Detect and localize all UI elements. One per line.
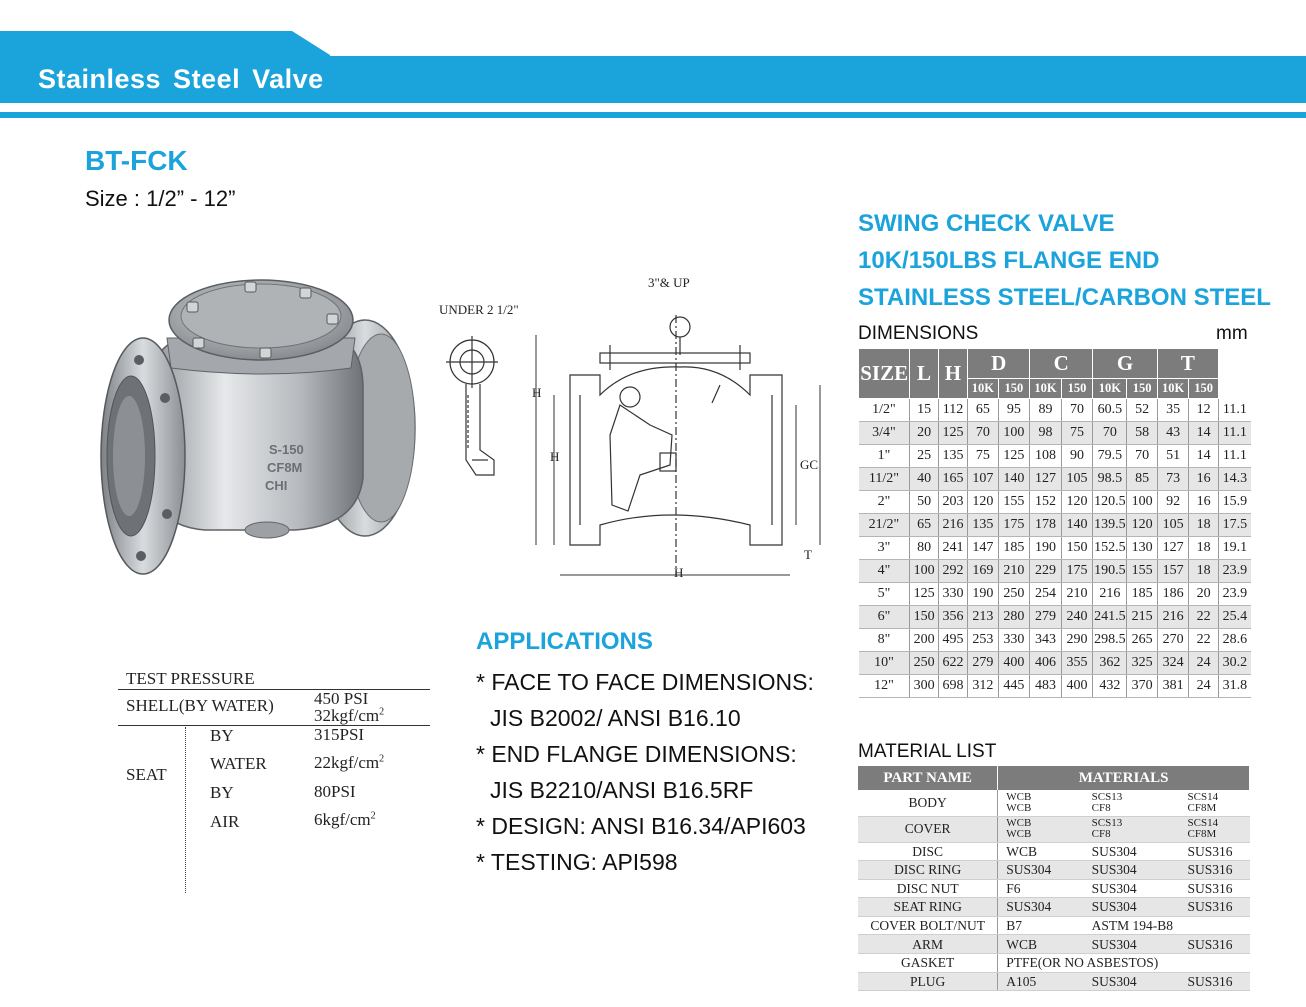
material-cell: SUS316: [1180, 842, 1250, 861]
table-cell: 178: [1030, 514, 1062, 537]
seat-label: SEAT: [126, 765, 167, 784]
table-cell: 622: [938, 652, 967, 675]
table-row: [858, 898, 1250, 917]
table-cell: 127: [1030, 468, 1062, 491]
table-cell: 279: [1030, 606, 1062, 629]
heading-line: SWING CHECK VALVE: [858, 210, 1115, 237]
table-cell: 18: [1189, 514, 1218, 537]
material-value: WCB: [1006, 817, 1032, 829]
table-cell: 21/2": [859, 514, 910, 537]
table-cell: 147: [968, 537, 998, 560]
table-cell: 112: [938, 399, 967, 422]
material-cell: [1084, 790, 1180, 816]
table-cell: 362: [1093, 652, 1127, 675]
part-name-cell: DISC: [858, 842, 998, 861]
material-cell: F6: [998, 879, 1084, 898]
divider: [118, 725, 430, 726]
table-cell: 203: [938, 491, 967, 514]
table-cell: 17.5: [1218, 514, 1251, 537]
table-cell: 445: [998, 675, 1030, 698]
table-row: [859, 652, 1252, 675]
table-cell: 120: [1127, 514, 1157, 537]
table-row: [859, 606, 1252, 629]
table-cell: 253: [968, 629, 998, 652]
table-cell: 11.1: [1218, 399, 1251, 422]
table-cell: 100: [1127, 491, 1157, 514]
dim-h-1: H: [532, 385, 542, 400]
table-cell: 343: [1030, 629, 1062, 652]
seat-air-kgf: $6kgf/cm^2$: [314, 810, 376, 829]
table-cell: 216: [1157, 606, 1189, 629]
seat-by-1: BY: [210, 726, 234, 745]
table-cell: 200: [910, 629, 938, 652]
table-cell: 406: [1030, 652, 1062, 675]
application-item: * END FLANGE DIMENSIONS:: [476, 741, 797, 767]
table-cell: 1": [859, 445, 910, 468]
table-cell: 65: [968, 399, 998, 422]
dimensions-label: DIMENSIONS: [858, 323, 979, 344]
part-name-cell: COVER BOLT/NUT: [858, 916, 998, 935]
table-row: [859, 675, 1252, 698]
dim-h-3: H: [674, 565, 684, 580]
table-cell: 155: [998, 491, 1030, 514]
table-cell: 432: [1093, 675, 1127, 698]
material-cell: SUS304: [998, 861, 1084, 880]
shell-label: SHELL(BY WATER): [126, 696, 274, 715]
table-cell: 6": [859, 606, 910, 629]
table-cell: 70: [968, 422, 998, 445]
table-cell: 155: [1127, 560, 1157, 583]
casting-text-2: CF8M: [267, 460, 303, 475]
table-cell: 175: [1061, 560, 1093, 583]
material-value: CF8M: [1187, 801, 1217, 814]
dimensions-table: [858, 348, 1251, 698]
seat-by-2: BY: [210, 783, 234, 802]
casting-text-1: S-150: [269, 442, 304, 457]
table-cell: 2": [859, 491, 910, 514]
applications-title: APPLICATIONS: [476, 628, 653, 655]
table-cell: 355: [1061, 652, 1093, 675]
material-value: SCS14: [1187, 817, 1219, 829]
material-cell: SUS316: [1180, 972, 1250, 991]
product-headings: [858, 205, 1271, 316]
table-row: [859, 514, 1252, 537]
table-cell: 100: [910, 560, 938, 583]
table-cell: 292: [938, 560, 967, 583]
col-header-part-name: PART NAME: [858, 766, 998, 790]
table-cell: 250: [910, 652, 938, 675]
material-cell: PTFE(OR NO ASBESTOS): [998, 954, 1250, 973]
table-cell: 18: [1189, 537, 1218, 560]
part-name-cell: GASKET: [858, 954, 998, 973]
casting-text-3: CHI: [265, 478, 288, 493]
table-cell: 150: [910, 606, 938, 629]
table-cell: 165: [938, 468, 967, 491]
table-cell: 58: [1127, 422, 1157, 445]
table-cell: 100: [998, 422, 1030, 445]
table-cell: 169: [968, 560, 998, 583]
part-name-cell: DISC NUT: [858, 879, 998, 898]
table-cell: 400: [1061, 675, 1093, 698]
material-cell: SUS304: [1084, 898, 1180, 917]
table-cell: 241.5: [1093, 606, 1127, 629]
table-cell: 18: [1189, 560, 1218, 583]
seat-water: WATER: [210, 754, 267, 773]
table-cell: 11.1: [1218, 422, 1251, 445]
table-cell: 92: [1157, 491, 1189, 514]
table-cell: 190.5: [1093, 560, 1127, 583]
table-cell: 12": [859, 675, 910, 698]
material-value: CF8: [1091, 801, 1111, 814]
table-cell: 483: [1030, 675, 1062, 698]
table-cell: 495: [938, 629, 967, 652]
subheader: 150: [1189, 379, 1218, 399]
table-cell: 120: [1061, 491, 1093, 514]
dim-h-2: H: [550, 449, 560, 464]
material-value: SCS14: [1187, 790, 1219, 803]
table-cell: 150: [1061, 537, 1093, 560]
table-cell: 105: [1157, 514, 1189, 537]
seat-water-kgf: $22kgf/cm^2$: [314, 753, 385, 772]
table-cell: 3/4": [859, 422, 910, 445]
table-cell: 400: [998, 652, 1030, 675]
part-name-cell: ARM: [858, 935, 998, 954]
table-cell: 14.3: [1218, 468, 1251, 491]
col-header-c: C: [1030, 349, 1093, 379]
material-cell: SUS304: [1084, 879, 1180, 898]
material-cell: SUS304: [1084, 972, 1180, 991]
table-cell: 8": [859, 629, 910, 652]
header-underline: [0, 112, 1306, 118]
table-cell: 24: [1189, 652, 1218, 675]
table-cell: 240: [1061, 606, 1093, 629]
material-cell: SUS316: [1180, 898, 1250, 917]
table-cell: 241: [938, 537, 967, 560]
table-cell: 370: [1127, 675, 1157, 698]
table-row: [859, 468, 1252, 491]
table-cell: 152: [1030, 491, 1062, 514]
application-item: JIS B2002/ ANSI B16.10: [490, 705, 741, 731]
table-cell: 70: [1127, 445, 1157, 468]
material-cell: WCB: [998, 842, 1084, 861]
subheader: 150: [998, 379, 1030, 399]
table-cell: 85: [1127, 468, 1157, 491]
material-value: SCS13: [1091, 817, 1123, 829]
table-cell: 270: [1157, 629, 1189, 652]
table-cell: 4": [859, 560, 910, 583]
table-cell: 135: [968, 514, 998, 537]
table-cell: 381: [1157, 675, 1189, 698]
table-cell: 175: [998, 514, 1030, 537]
shell-value-kgf: $32kgf/cm^2$: [314, 706, 385, 725]
table-cell: 127: [1157, 537, 1189, 560]
part-name-cell: SEAT RING: [858, 898, 998, 917]
table-cell: 19.1: [1218, 537, 1251, 560]
table-cell: 356: [938, 606, 967, 629]
size-range: Size : 1/2” - 12”: [85, 186, 236, 211]
subheader: 10K: [968, 379, 998, 399]
table-cell: 22: [1189, 606, 1218, 629]
table-cell: 22: [1189, 629, 1218, 652]
col-header-size: SIZE: [859, 349, 910, 399]
seat-air-psi: 80PSI: [314, 782, 356, 801]
material-cell: A105: [998, 972, 1084, 991]
page-title: Stainless Steel Valve: [38, 64, 324, 94]
table-cell: 265: [1127, 629, 1157, 652]
table-cell: 15.9: [1218, 491, 1251, 514]
col-header-h: H: [938, 349, 967, 399]
table-cell: 140: [1061, 514, 1093, 537]
table-cell: 75: [1061, 422, 1093, 445]
subheader: 10K: [1030, 379, 1062, 399]
test-pressure-title: TEST PRESSURE: [126, 669, 255, 688]
table-cell: 330: [998, 629, 1030, 652]
table-row: [858, 790, 1250, 816]
table-cell: 50: [910, 491, 938, 514]
table-cell: 40: [910, 468, 938, 491]
material-cell: WCB: [998, 935, 1084, 954]
seat-water-psi: 315PSI: [314, 725, 365, 744]
table-cell: 190: [1030, 537, 1062, 560]
table-cell: 98.5: [1093, 468, 1127, 491]
table-cell: 16: [1189, 468, 1218, 491]
table-cell: 70: [1061, 399, 1093, 422]
heading-line: STAINLESS STEEL/CARBON STEEL: [858, 284, 1271, 311]
table-cell: 24: [1189, 675, 1218, 698]
table-cell: 31.8: [1218, 675, 1251, 698]
table-cell: 130: [1127, 537, 1157, 560]
model-name: BT-FCK: [85, 145, 188, 176]
table-cell: 216: [938, 514, 967, 537]
application-item: * FACE TO FACE DIMENSIONS:: [476, 669, 814, 695]
material-cell: SUS304: [1084, 935, 1180, 954]
part-name-cell: PLUG: [858, 972, 998, 991]
subheader: 150: [1061, 379, 1093, 399]
application-item: * DESIGN: ANSI B16.34/API603: [476, 813, 806, 839]
material-cell: SUS304: [998, 898, 1084, 917]
table-cell: 279: [968, 652, 998, 675]
table-cell: 98: [1030, 422, 1062, 445]
table-row: [859, 445, 1252, 468]
material-value: WCB: [1006, 801, 1032, 814]
material-value: CF8M: [1187, 828, 1217, 840]
material-table: [858, 766, 1250, 991]
material-value: CF8: [1091, 828, 1111, 840]
table-cell: 52: [1127, 399, 1157, 422]
table-cell: 11/2": [859, 468, 910, 491]
col-header-materials: MATERIALS: [998, 766, 1250, 790]
table-cell: 216: [1093, 583, 1127, 606]
table-cell: 325: [1127, 652, 1157, 675]
table-cell: 43: [1157, 422, 1189, 445]
table-cell: 125: [938, 422, 967, 445]
heading-line: 10K/150LBS FLANGE END: [858, 247, 1160, 274]
material-cell: ASTM 194-B8: [1084, 916, 1180, 935]
col-header-d: D: [968, 349, 1030, 379]
material-cell: [998, 790, 1084, 816]
table-cell: 89: [1030, 399, 1062, 422]
table-cell: 300: [910, 675, 938, 698]
divider: [118, 689, 430, 690]
table-cell: 185: [1127, 583, 1157, 606]
table-row: [858, 816, 1250, 842]
table-cell: 210: [998, 560, 1030, 583]
table-cell: 90: [1061, 445, 1093, 468]
material-cell: [1180, 916, 1250, 935]
table-cell: 213: [968, 606, 998, 629]
table-cell: 186: [1157, 583, 1189, 606]
table-cell: 79.5: [1093, 445, 1127, 468]
table-row: [859, 422, 1252, 445]
table-cell: 215: [1127, 606, 1157, 629]
table-row: [859, 537, 1252, 560]
table-cell: 23.9: [1218, 583, 1251, 606]
table-cell: 25.4: [1218, 606, 1251, 629]
table-cell: 15: [910, 399, 938, 422]
shell-value-psi: 450 PSI: [314, 689, 369, 708]
unit-label: mm: [1216, 323, 1248, 344]
table-cell: 324: [1157, 652, 1189, 675]
part-name-cell: DISC RING: [858, 861, 998, 880]
table-cell: 1/2": [859, 399, 910, 422]
table-cell: 140: [998, 468, 1030, 491]
table-cell: 70: [1093, 422, 1127, 445]
subheader: 150: [1127, 379, 1157, 399]
table-cell: 229: [1030, 560, 1062, 583]
table-row: [859, 399, 1252, 422]
table-cell: 20: [910, 422, 938, 445]
table-cell: 108: [1030, 445, 1062, 468]
table-row: [858, 879, 1250, 898]
table-row: [858, 842, 1250, 861]
drawing-3-and-up: [520, 275, 830, 585]
part-name-cell: COVER: [858, 816, 998, 842]
table-cell: 65: [910, 514, 938, 537]
table-cell: 125: [998, 445, 1030, 468]
table-row: [858, 972, 1250, 991]
col-header-l: L: [910, 349, 938, 399]
table-cell: 185: [998, 537, 1030, 560]
applications-section: [476, 628, 814, 880]
seat-air: AIR: [210, 812, 240, 831]
table-cell: 250: [998, 583, 1030, 606]
material-cell: SUS304: [1084, 842, 1180, 861]
material-cell: SUS316: [1180, 861, 1250, 880]
table-cell: 51: [1157, 445, 1189, 468]
table-row: [858, 954, 1250, 973]
dotted-divider: [185, 727, 186, 893]
table-cell: 120.5: [1093, 491, 1127, 514]
table-cell: 30.2: [1218, 652, 1251, 675]
table-row: [858, 935, 1250, 954]
material-value: WCB: [1006, 790, 1032, 803]
table-cell: 14: [1189, 422, 1218, 445]
table-cell: 28.6: [1218, 629, 1251, 652]
col-header-t: T: [1157, 349, 1218, 379]
table-cell: 210: [1061, 583, 1093, 606]
table-cell: 20: [1189, 583, 1218, 606]
table-cell: 12: [1189, 399, 1218, 422]
table-cell: 298.5: [1093, 629, 1127, 652]
subheader: 10K: [1093, 379, 1127, 399]
table-cell: 73: [1157, 468, 1189, 491]
label-up: 3"& UP: [648, 275, 690, 290]
material-cell: SUS316: [1180, 879, 1250, 898]
table-row: [858, 916, 1250, 935]
material-cell: B7: [998, 916, 1084, 935]
table-row: [859, 560, 1252, 583]
table-cell: 105: [1061, 468, 1093, 491]
table-row: [859, 583, 1252, 606]
table-cell: 280: [998, 606, 1030, 629]
table-cell: 152.5: [1093, 537, 1127, 560]
material-list-label: MATERIAL LIST: [858, 741, 997, 762]
table-cell: 330: [938, 583, 967, 606]
table-cell: 95: [998, 399, 1030, 422]
application-item: JIS B2210/ANSI B16.5RF: [490, 777, 754, 803]
table-cell: 23.9: [1218, 560, 1251, 583]
table-cell: 75: [968, 445, 998, 468]
table-row: [858, 861, 1250, 880]
table-cell: 16: [1189, 491, 1218, 514]
table-cell: 35: [1157, 399, 1189, 422]
table-cell: 120: [968, 491, 998, 514]
table-cell: 254: [1030, 583, 1062, 606]
table-cell: 3": [859, 537, 910, 560]
table-cell: 107: [968, 468, 998, 491]
table-cell: 14: [1189, 445, 1218, 468]
table-cell: 312: [968, 675, 998, 698]
table-cell: 290: [1061, 629, 1093, 652]
application-item: * TESTING: API598: [476, 849, 678, 875]
table-row: [859, 629, 1252, 652]
dim-t: T: [804, 547, 812, 562]
material-cell: [1180, 790, 1250, 816]
table-cell: 80: [910, 537, 938, 560]
table-cell: 10": [859, 652, 910, 675]
dim-gc: GC: [800, 457, 819, 472]
material-cell: SUS304: [1084, 861, 1180, 880]
subheader: 10K: [1157, 379, 1189, 399]
material-value: SCS13: [1091, 790, 1123, 803]
table-row: [859, 491, 1252, 514]
material-value: WCB: [1006, 828, 1032, 840]
part-name-cell: BODY: [858, 790, 998, 816]
table-cell: 11.1: [1218, 445, 1251, 468]
table-cell: 5": [859, 583, 910, 606]
label-under: UNDER 2 1/2": [439, 302, 519, 317]
material-cell: [1180, 816, 1250, 842]
table-cell: 135: [938, 445, 967, 468]
table-cell: 157: [1157, 560, 1189, 583]
col-header-g: G: [1093, 349, 1158, 379]
table-cell: 139.5: [1093, 514, 1127, 537]
table-cell: 60.5: [1093, 399, 1127, 422]
table-cell: 190: [968, 583, 998, 606]
table-cell: 125: [910, 583, 938, 606]
material-cell: [1084, 816, 1180, 842]
table-cell: 25: [910, 445, 938, 468]
table-cell: 698: [938, 675, 967, 698]
material-cell: SUS316: [1180, 935, 1250, 954]
valve-photo: [95, 268, 435, 598]
material-cell: [998, 816, 1084, 842]
